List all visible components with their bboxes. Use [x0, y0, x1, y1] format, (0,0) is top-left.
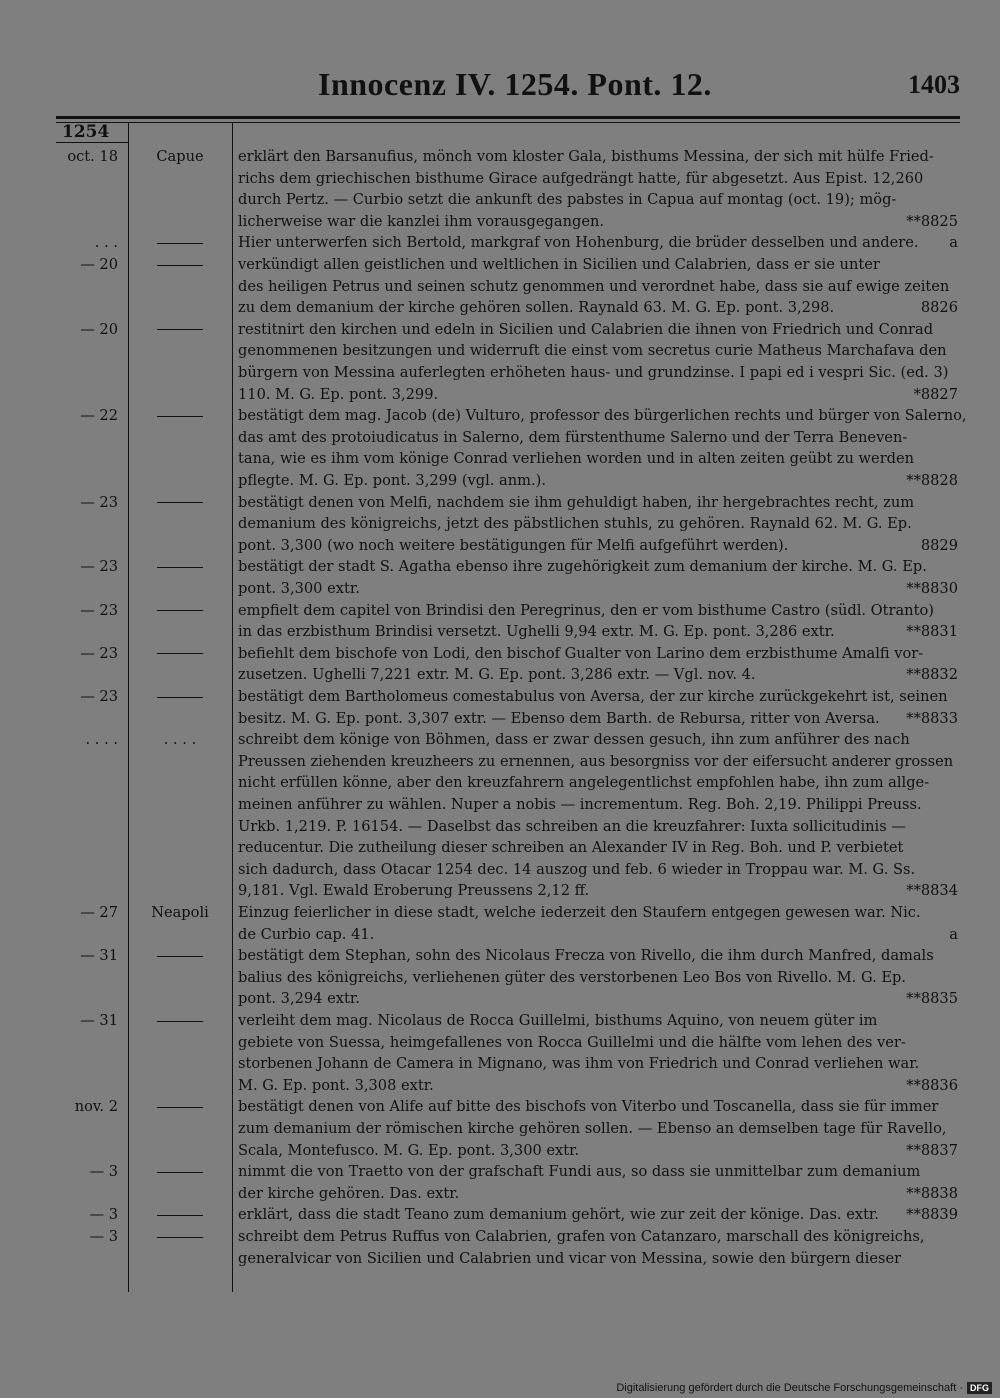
regest-entry [0, 643, 1000, 686]
entry-place [132, 1010, 228, 1032]
line-text: pont. 3,300 extr. [238, 579, 360, 597]
line-text: bürgern von Messina auferlegten erhöheten haus- und grundzinse. I papi ed i vespri Sic. (ed. 3) [238, 363, 949, 381]
entry-line [238, 427, 958, 449]
entry-place [132, 1204, 228, 1226]
line-text: richs dem griechischen bisthume Girace aufgedrängt hatte, für abgesetzt. Aus Epist. 12,260 [238, 169, 924, 187]
line-text: verkündigt allen geistlichen und weltlichen in Sicilien und Calabrien, dass er sie unter [238, 256, 880, 273]
header-rule-thick [56, 116, 960, 119]
ditto-dash [157, 265, 203, 266]
regest-entry [0, 1226, 1000, 1269]
regest-number: **8831 [906, 623, 958, 641]
entry-line [238, 1010, 958, 1032]
entry-date: — 3 [89, 1206, 118, 1224]
entry-line [238, 556, 958, 578]
regest-number: 8826 [920, 299, 958, 317]
entry-place [132, 254, 228, 276]
line-text: nimmt die von Traetto von der grafschaft Fundi aus, so dass sie unmittelbar zum demanium [238, 1163, 921, 1181]
entry-line [238, 340, 958, 362]
ditto-dash [157, 1215, 203, 1216]
ditto-dash [157, 1237, 203, 1238]
regest-entry [0, 232, 1000, 254]
regest-entry [0, 1010, 1000, 1096]
line-text: zum demanium der römischen kirche gehören sollen. — Ebenso an demselben tage für Ravello, [238, 1119, 947, 1137]
entry-line [238, 146, 958, 168]
entry-line [238, 643, 958, 665]
entry-line [238, 686, 958, 708]
entry-text [238, 945, 958, 1010]
regest-number: 8829 [920, 536, 958, 554]
entry-line [238, 448, 958, 470]
regest-number: **8834 [906, 882, 958, 900]
regest-number: **8835 [906, 990, 958, 1008]
entry-line [238, 708, 958, 730]
entry-line [238, 621, 958, 643]
entry-text [238, 556, 958, 599]
line-text: zusetzen. Ughelli 7,221 extr. M. G. Ep. pont. 3,286 extr. — Vgl. nov. 4. [238, 666, 756, 684]
line-text: befiehlt dem bischofe von Lodi, den bischof Gualter von Larino dem erzbisthume Amalfi vor- [238, 644, 924, 662]
entry-line [238, 880, 958, 902]
ditto-dash [157, 1021, 203, 1022]
entry-line [238, 578, 958, 600]
entry-date: — 23 [80, 601, 118, 619]
footer-text: Digitalisierung gefördert durch die Deutsche Forschungsgemeinschaft · [616, 1382, 963, 1394]
entry-line [238, 988, 958, 1010]
entry-date: — 31 [80, 1012, 118, 1029]
line-text: de Curbio cap. 41. [238, 925, 375, 943]
entry-line [238, 1118, 958, 1140]
entry-text [238, 254, 958, 319]
ditto-dash [157, 1107, 203, 1108]
entry-line [238, 967, 958, 989]
line-text: storbenen Johann de Camera in Mignano, was ihm von Friedrich und Conrad verliehen war. [238, 1055, 920, 1073]
line-text: besitz. M. G. Ep. pont. 3,307 extr. — Ebenso dem Barth. de Rebursa, ritter von Aversa. [238, 709, 880, 727]
line-text: bestätigt dem mag. Jacob (de) Vulturo, professor des bürgerlichen rechts und bürger von Salerno, [238, 407, 967, 425]
entry-text [238, 600, 958, 643]
entry-text [238, 1161, 958, 1204]
entry-place [132, 1226, 228, 1248]
regest-entry [0, 492, 1000, 557]
entry-line [238, 1248, 958, 1270]
entry-line [238, 535, 958, 557]
line-text: Hier unterwerfen sich Bertold, markgraf von Hohenburg, die brüder desselben und andere. [238, 234, 919, 252]
entry-place [132, 686, 228, 708]
page-title: Innocenz IV. 1254. Pont. 12. [318, 66, 712, 102]
entry-text [238, 492, 958, 557]
entry-line [238, 254, 958, 276]
entry-line [238, 924, 958, 946]
regest-entry [0, 405, 1000, 491]
entry-date: — 3 [89, 1163, 118, 1181]
line-text: nicht erfüllen könne, aber den kreuzfahrern angelegentlichst empfohlen habe, ihn zum allge- [238, 774, 930, 792]
line-text: durch Pertz. — Curbio setzt die ankunft des pabstes in Capua auf montag (oct. 19); mög- [238, 191, 897, 209]
ditto-dash [157, 243, 203, 244]
regest-entry [0, 945, 1000, 1010]
entry-line [238, 1096, 958, 1118]
entry-line [238, 1032, 958, 1054]
regest-number: a [949, 925, 958, 943]
entry-place [132, 945, 228, 967]
year-heading: 1254 [62, 122, 110, 142]
entry-text [238, 405, 967, 491]
line-text: des heiligen Petrus und seinen schutz genommen und verordnet habe, dass sie auf ewige zeiten [238, 277, 950, 295]
regest-entry [0, 1161, 1000, 1204]
entry-line [238, 1183, 958, 1205]
entry-date: nov. 2 [74, 1098, 118, 1116]
entry-line [238, 362, 958, 384]
entry-line [238, 232, 958, 254]
regest-number: **8828 [906, 471, 958, 489]
line-text: bestätigt denen von Alife auf bitte des bischofs von Viterbo und Toscanella, dass sie für immer [238, 1098, 939, 1116]
entry-line [238, 1161, 958, 1183]
regest-number: **8838 [906, 1184, 958, 1202]
regest-entry [0, 319, 1000, 405]
line-text: 9,181. Vgl. Ewald Eroberung Preussens 2,12 ff. [238, 882, 590, 900]
entry-text [238, 1010, 958, 1096]
entry-line [238, 470, 958, 492]
entry-date: . . . . [85, 731, 118, 749]
entry-text [238, 1226, 958, 1269]
line-text: Einzug feierlicher in diese stadt, welche iederzeit den Staufern entgegen gewesen war. Nic. [238, 904, 921, 921]
entry-line [238, 816, 958, 838]
regest-number: **8836 [906, 1076, 958, 1094]
regest-number: **8825 [906, 212, 958, 230]
entry-line [238, 492, 958, 514]
entry-date: — 31 [80, 947, 118, 965]
entry-date: — 20 [80, 320, 118, 338]
regest-entry [0, 254, 1000, 319]
line-text: pflegte. M. G. Ep. pont. 3,299 (vgl. anm.). [238, 471, 546, 489]
entry-line [238, 297, 958, 319]
regest-entry [0, 556, 1000, 599]
entry-date: . . . [94, 234, 118, 252]
line-text: in das erzbisthum Brindisi versetzt. Ughelli 9,94 extr. M. G. Ep. pont. 3,286 extr. [238, 623, 835, 641]
ditto-dash [157, 567, 203, 568]
entry-place [132, 405, 228, 427]
entry-date: — 20 [80, 256, 118, 273]
line-text: bestätigt der stadt S. Agatha ebenso ihre zugehörigkeit zum demanium der kirche. M. G. Ep. [238, 558, 927, 576]
entry-date: — 3 [89, 1228, 118, 1245]
regest-number: **8837 [906, 1141, 958, 1159]
dfg-logo: DFG [967, 1382, 992, 1394]
regest-entry [0, 686, 1000, 729]
entry-date: — 23 [80, 644, 118, 662]
entry-text [238, 729, 958, 902]
entry-line [238, 664, 958, 686]
regest-entry [0, 729, 1000, 902]
line-text: generalvicar von Sicilien und Calabrien und vicar von Messina, sowie den bürgern dieser [238, 1249, 902, 1267]
regest-number: **8830 [906, 579, 958, 597]
entry-line [238, 902, 958, 924]
line-text: Preussen ziehenden kreuzheers zu ernennen, aus besorgniss vor der eifersucht anderer grossen [238, 752, 954, 770]
entry-date: — 23 [80, 688, 118, 705]
ditto-dash [157, 610, 203, 611]
line-text: gebiete von Suessa, heimgefallenes von Rocca Guillelmi und die hälfte vom lehen des ver- [238, 1033, 906, 1051]
ditto-dash [157, 1172, 203, 1173]
page-header [0, 66, 1000, 106]
entry-date: — 22 [80, 407, 118, 425]
entry-line [238, 729, 958, 751]
line-text: schreibt dem könige von Böhmen, dass er zwar dessen gesuch, ihn zum anführer des nach [238, 731, 910, 749]
regest-number: **8839 [906, 1206, 958, 1224]
regest-number: *8827 [913, 385, 958, 403]
entry-date: — 27 [80, 904, 118, 921]
line-text: meinen anführer zu wählen. Nuper a nobis — incrementum. Reg. Boh. 2,19. Philippi Preuss. [238, 795, 922, 813]
entry-date: oct. 18 [67, 148, 118, 165]
line-text: zu dem demanium der kirche gehören sollen. Raynald 63. M. G. Ep. pont. 3,298. [238, 299, 835, 317]
header-rule-thin [56, 122, 960, 123]
entry-line [238, 859, 958, 881]
regest-entry [0, 1204, 1000, 1226]
entry-line [238, 276, 958, 298]
footer [616, 1382, 992, 1394]
entry-text [238, 146, 958, 232]
line-text: demanium des königreichs, jetzt des päbstlichen stuhls, zu gehören. Raynald 62. M. G. Ep. [238, 515, 912, 533]
line-text: der kirche gehören. Das. extr. [238, 1184, 460, 1202]
regest-number: **8832 [906, 666, 958, 684]
line-text: verleiht dem mag. Nicolaus de Rocca Guillelmi, bisthums Aquino, von neuem güter im [238, 1012, 878, 1029]
entry-date: — 23 [80, 558, 118, 576]
entry-line [238, 1226, 958, 1248]
ditto-dash [157, 329, 203, 330]
line-text: Urkb. 1,219. P. 16154. — Daselbst das schreiben an die kreuzfahrer: Iuxta sollicitudinis — [238, 817, 906, 835]
entry-line [238, 513, 958, 535]
ditto-dash [157, 956, 203, 957]
entry-text [238, 902, 958, 945]
regest-entry [0, 1096, 1000, 1161]
entry-text [238, 1096, 958, 1161]
entry-line [238, 837, 958, 859]
entry-line [238, 1204, 958, 1226]
entry-line [238, 384, 958, 406]
entry-line [238, 772, 958, 794]
entry-place: . . . . [163, 731, 197, 749]
entry-line [238, 1140, 958, 1162]
entry-line [238, 405, 967, 427]
year-underline [56, 142, 128, 143]
entry-place [132, 492, 228, 514]
line-text: sich dadurch, dass Otacar 1254 dec. 14 auszog und feb. 6 wieder in Troppau war. M. G. Ss. [238, 860, 916, 878]
ditto-dash [157, 653, 203, 654]
line-text: bestätigt dem Stephan, sohn des Nicolaus Frecza von Rivello, die ihm durch Manfred, damals [238, 947, 934, 965]
line-text: licherweise war die kanzlei ihm vorausgegangen. [238, 212, 604, 230]
line-text: schreibt dem Petrus Ruffus von Calabrien, grafen von Catanzaro, marschall des königreichs, [238, 1228, 925, 1245]
line-text: bestätigt dem Bartholomeus comestabulus von Aversa, der zur kirche zurückgekehrt ist, seinen [238, 688, 948, 705]
entry-line [238, 1075, 958, 1097]
line-text: erklärt den Barsanufius, mönch vom kloster Gala, bisthums Messina, der sich mit hülfe Fried- [238, 148, 934, 165]
entry-line [238, 319, 958, 341]
entry-line [238, 794, 958, 816]
line-text: reducentur. Die zutheilung dieser schreiben an Alexander IV in Reg. Boh. und P. verbietet [238, 839, 904, 857]
line-text: tana, wie es ihm vom könige Conrad verliehen worden und in alten zeiten geübt zu werden [238, 450, 915, 468]
entry-text [238, 1204, 958, 1226]
entry-place: Capue [156, 148, 204, 165]
line-text: pont. 3,300 (wo noch weitere bestätigungen für Melfi aufgeführt werden). [238, 536, 789, 554]
regest-entry [0, 902, 1000, 945]
entry-line [238, 751, 958, 773]
line-text: erklärt, dass die stadt Teano zum demanium gehört, wie zur zeit der könige. Das. extr. [238, 1206, 879, 1224]
ditto-dash [157, 416, 203, 417]
regest-entry [0, 146, 1000, 232]
entry-line [238, 211, 958, 233]
entry-date: — 23 [80, 493, 118, 511]
regest-number: a [949, 234, 958, 252]
ditto-dash [157, 697, 203, 698]
page-number: 1403 [908, 70, 960, 99]
line-text: das amt des protoiudicatus in Salerno, dem fürstenthume Salerno und der Terra Beneven- [238, 428, 908, 446]
entry-place [132, 232, 228, 254]
line-text: restitnirt den kirchen und edeln in Sicilien und Calabrien die ihnen von Friedrich und Conrad [238, 320, 934, 338]
entry-text [238, 319, 958, 405]
entry-place [132, 1096, 228, 1118]
entry-text [238, 643, 958, 686]
ditto-dash [157, 502, 203, 503]
entry-place [132, 556, 228, 578]
line-text: balius des königreichs, verliehenen güter des verstorbenen Leo Bos von Rivello. M. G. Ep. [238, 968, 907, 986]
line-text: genommenen besitzungen und widerruft die einst vom secretus curie Matheus Marchafava den [238, 342, 947, 360]
line-text: pont. 3,294 extr. [238, 990, 360, 1008]
line-text: M. G. Ep. pont. 3,308 extr. [238, 1076, 434, 1094]
line-text: empfielt dem capitel von Brindisi den Peregrinus, den er vom bisthume Castro (südl. Otranto) [238, 601, 934, 619]
entry-line [238, 189, 958, 211]
entry-line [238, 600, 958, 622]
line-text: bestätigt denen von Melfi, nachdem sie ihm gehuldigt haben, ihr hergebrachtes recht, zum [238, 493, 915, 511]
line-text: Scala, Montefusco. M. G. Ep. pont. 3,300 extr. [238, 1141, 580, 1159]
entry-text [238, 686, 958, 729]
entry-place [132, 600, 228, 622]
regest-number: **8833 [906, 709, 958, 727]
entry-line [238, 1053, 958, 1075]
entry-text [238, 232, 958, 254]
line-text: 110. M. G. Ep. pont. 3,299. [238, 385, 439, 403]
entry-line [238, 168, 958, 190]
entry-place [132, 643, 228, 665]
regest-entry [0, 600, 1000, 643]
entry-place [132, 319, 228, 341]
entry-place [132, 1161, 228, 1183]
entry-line [238, 945, 958, 967]
entry-place: Neapoli [151, 904, 209, 921]
